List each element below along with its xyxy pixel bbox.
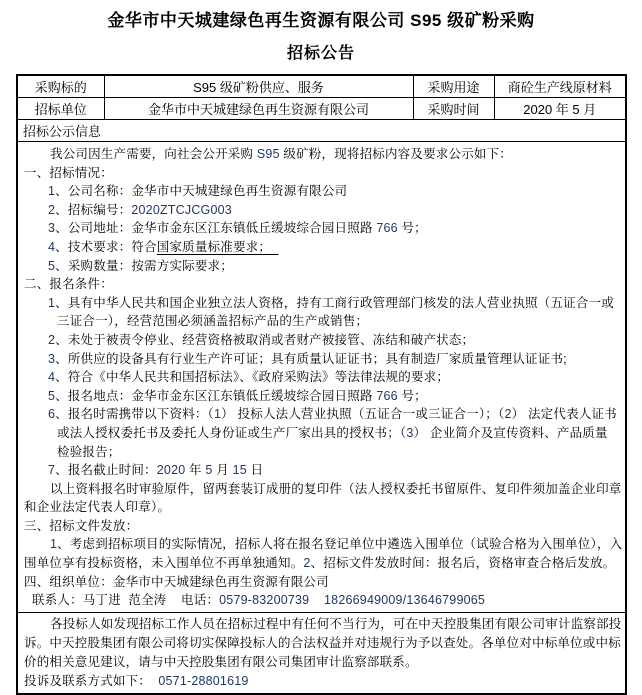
body-line: 2、未处于被责令停业、经营资格被取消或者财产被接管、冻结和破产状态； <box>48 332 475 347</box>
latin-text: 766 <box>376 221 398 236</box>
body-line: 2、招标编号：2020ZTCJCG003 <box>48 202 232 217</box>
announcement-table <box>16 74 627 695</box>
body-line: 3、所供应的设备具有行业生产许可证；具有质量认证证书；具有制造厂家质量管理认证证书; <box>48 351 567 366</box>
latin-text: S95 <box>256 147 280 161</box>
latin-text: 4 <box>48 370 56 385</box>
procurement-time-value: 2020 年 5 月 <box>494 98 626 120</box>
body-line: 7、报名截止时间：2020 年 5 月 15 日 <box>48 463 264 478</box>
complaint-section <box>17 612 626 694</box>
procurement-purpose-label: 采购用途 <box>413 75 494 98</box>
body-line: 1、公司名称：金华市中天城建绿色再生资源有限公司 <box>48 184 348 199</box>
body-line: 6、报名时需携带以下资料：（1） 投标人法人营业执照（五证合一或三证合一）；（2） 法定代表人证书 <box>48 407 617 422</box>
procurement-purpose-value: 商砼生产线原材料 <box>494 75 626 98</box>
latin-text: 3 <box>48 351 56 366</box>
procurement-subject-value: S95 级矿粉供应、服务 <box>104 75 413 98</box>
body-line: 5、报名地点：金华市金东区江东镇低丘缓坡综合园日照路 766 号； <box>48 388 427 403</box>
body-line: 一、招标情况： <box>24 165 113 180</box>
announcement-body <box>17 142 626 613</box>
latin-text: 5 <box>205 463 213 478</box>
body-line: 和企业法定代表人印章）。 <box>24 500 171 515</box>
underlined-text: 国家质量标准要求； <box>156 239 279 254</box>
latin-text: 3 <box>48 221 56 236</box>
body-line: 围单位享有投标资格，未入围单位不再单独通知。2、招标文件发放时间：报名后，资格审查合格后发放。 <box>24 556 616 571</box>
procurement-subject-label: 采购标的 <box>17 75 104 98</box>
table-row <box>17 142 626 613</box>
latin-text: 2 <box>48 332 56 347</box>
table-row <box>17 612 626 694</box>
body-line: 四、组织单位：金华市中天城建绿色再生资源有限公司 <box>24 574 329 589</box>
body-line: 检验报告； <box>57 444 121 459</box>
latin-text: 6 <box>48 407 56 422</box>
body-line: 二、报名条件： <box>24 277 113 292</box>
latin-text: 3 <box>406 425 414 440</box>
latin-text: 1 <box>50 537 58 552</box>
latin-text: 0579-83200739 <box>219 593 310 608</box>
latin-text: 15 <box>232 463 247 478</box>
body-line: 以上资料报名时审验原件，留两套装订成册的复印件（法人授权委托书留原件、复印件须加盖企业印章 <box>50 481 622 496</box>
body-line: 3、公司地址：金华市金东区江东镇低丘缓坡综合园日照路 766 号； <box>48 221 427 236</box>
body-line: 我公司因生产需要，向社会公开采购 S95 级矿粉，现将招标内容及要求公示如下： <box>50 147 512 161</box>
latin-text: 1 <box>48 184 56 199</box>
latin-text: 2 <box>48 202 56 217</box>
bidding-unit-label: 招标单位 <box>17 98 104 120</box>
body-line: 三证合一），经营范围必须涵盖招标产品的生产或销售； <box>57 314 369 329</box>
latin-text: 2020ZTCJCG003 <box>131 202 232 217</box>
latin-text: 766 <box>376 388 398 403</box>
body-line: 三、招标文件发放： <box>24 518 139 533</box>
text-segment: 4、技术要求：符合 <box>48 239 157 254</box>
body-line: 4、符合《中华人民共和国招标法》、《政府采购法》等法律法规的要求； <box>48 370 450 385</box>
latin-text: 5 <box>48 258 56 273</box>
latin-text: 18266949009/13646799065 <box>324 593 486 608</box>
section-header: 招标公示信息 <box>17 120 626 142</box>
complaint-line: 诉。中天控股集团有限公司将切实保障投标人的合法权益并对违规行为予以查处。各单位对中标单位或中标 <box>24 635 621 650</box>
body-line: 联系人：马丁进 范全涛 电话：0579-83200739 18266949009/13646799065 <box>32 593 486 608</box>
latin-text: 2 <box>504 407 512 422</box>
table-row <box>17 98 626 120</box>
latin-text: 7 <box>48 463 56 478</box>
complaint-line: 各投标人如发现招标工作人员在招标过程中有任何不当行为，可在中天控股集团有限公司审计监察部投 <box>50 616 622 631</box>
latin-text: 2 <box>303 556 311 571</box>
latin-text: 5 <box>48 388 56 403</box>
latin-text: 4 <box>48 239 56 254</box>
latin-text: 0571-28801619 <box>158 673 249 688</box>
body-line <box>24 238 621 257</box>
latin-text: 1 <box>214 407 222 422</box>
latin-text: 1 <box>48 295 56 310</box>
latin-text: 2020 <box>156 463 186 478</box>
body-line: 1、具有中华人民共和国企业独立法人资格，持有工商行政管理部门核发的法人营业执照（五证合一或 <box>48 295 614 310</box>
table-row <box>17 75 626 98</box>
body-line: 5、采购数量：按需方实际要求； <box>48 258 233 273</box>
page-subtitle: 招标公告 <box>286 45 355 62</box>
bidding-unit-value: 金华市中天城建绿色再生资源有限公司 <box>104 98 413 120</box>
complaint-line: 投诉及联系方式如下： 0571-28801619 <box>24 673 249 688</box>
procurement-time-label: 采购时间 <box>413 98 494 120</box>
body-line: 或法人授权委托书及委托人身份证或生产厂家出具的授权书；（3） 企业简介及宣传资料、产品质量 <box>57 425 608 440</box>
page-title: 金华市中天城建绿色再生资源有限公司 S95 级矿粉采购 <box>107 11 535 30</box>
complaint-line: 价的相关意见建议，请与中天控股集团有限公司集团审计监察部联系。 <box>24 654 418 669</box>
body-line: 1、考虑到招标项目的实际情况，招标人将在报名登记单位中遴选入围单位（试验合格为入围单位），入 <box>50 537 623 552</box>
table-row <box>17 120 626 142</box>
